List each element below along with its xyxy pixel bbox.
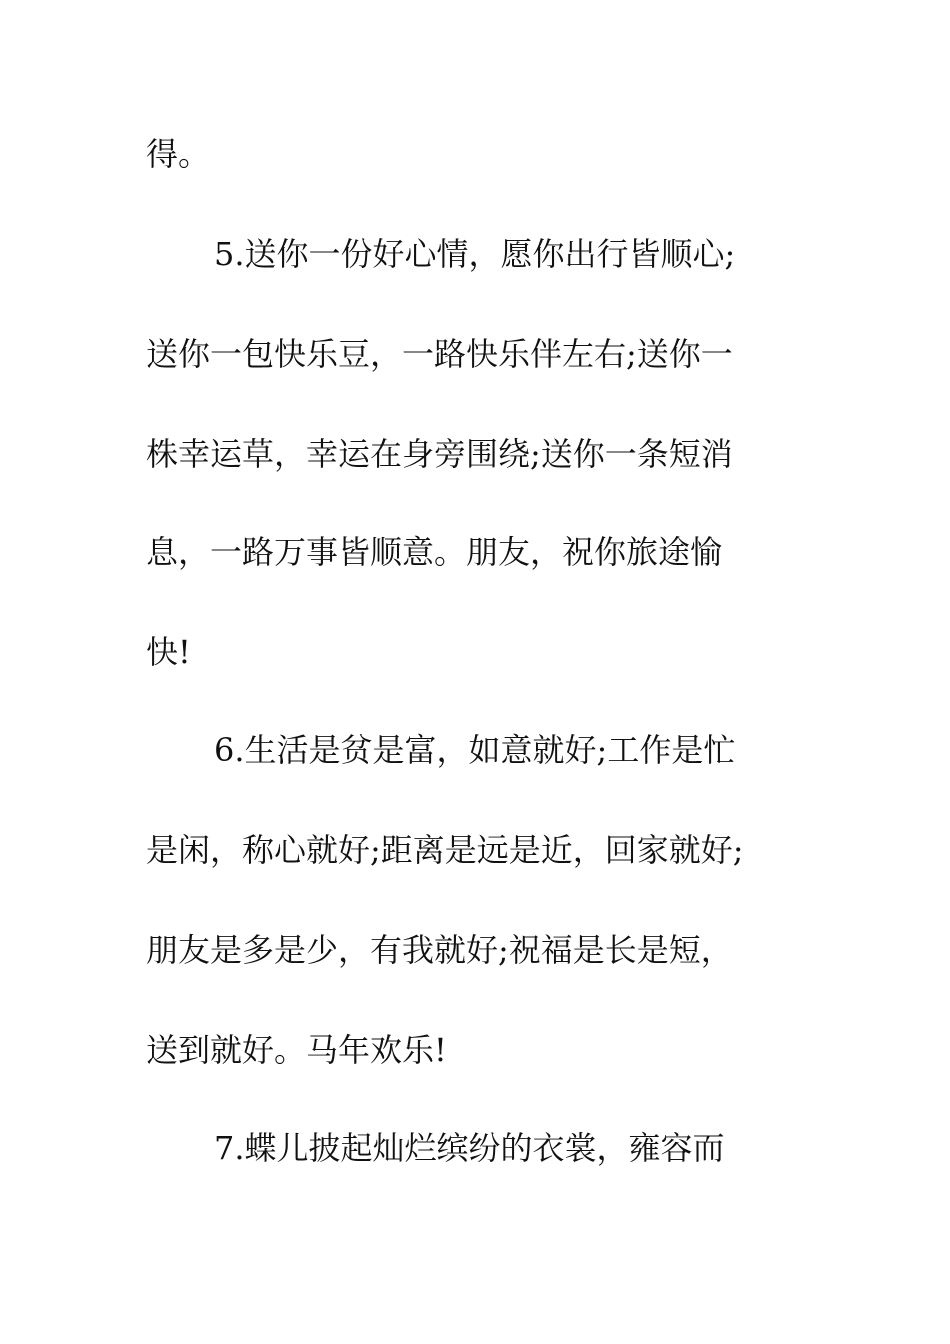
text-line: 送你一包快乐豆，一路快乐伴左右;送你一 (146, 335, 733, 373)
text-line: 朋友是多是少，有我就好;祝福是长是短， (146, 931, 733, 969)
text-line: 株幸运草，幸运在身旁围绕;送你一条短消 (146, 435, 733, 473)
text-line: 得。 (146, 135, 211, 173)
paragraph-6-start: 6.生活是贫是富，如意就好;工作是忙 (214, 731, 736, 769)
paragraph-7-start: 7.蝶儿披起灿烂缤纷的衣裳，雍容而 (214, 1129, 725, 1167)
text-line: 快! (146, 633, 191, 671)
text-line: 送到就好。马年欢乐! (146, 1031, 447, 1069)
text-line: 息，一路万事皆顺意。朋友，祝你旅途愉 (146, 533, 723, 571)
paragraph-5-start: 5.送你一份好心情，愿你出行皆顺心; (214, 235, 736, 273)
text-line: 是闲，称心就好;距离是远是近，回家就好; (146, 831, 744, 869)
